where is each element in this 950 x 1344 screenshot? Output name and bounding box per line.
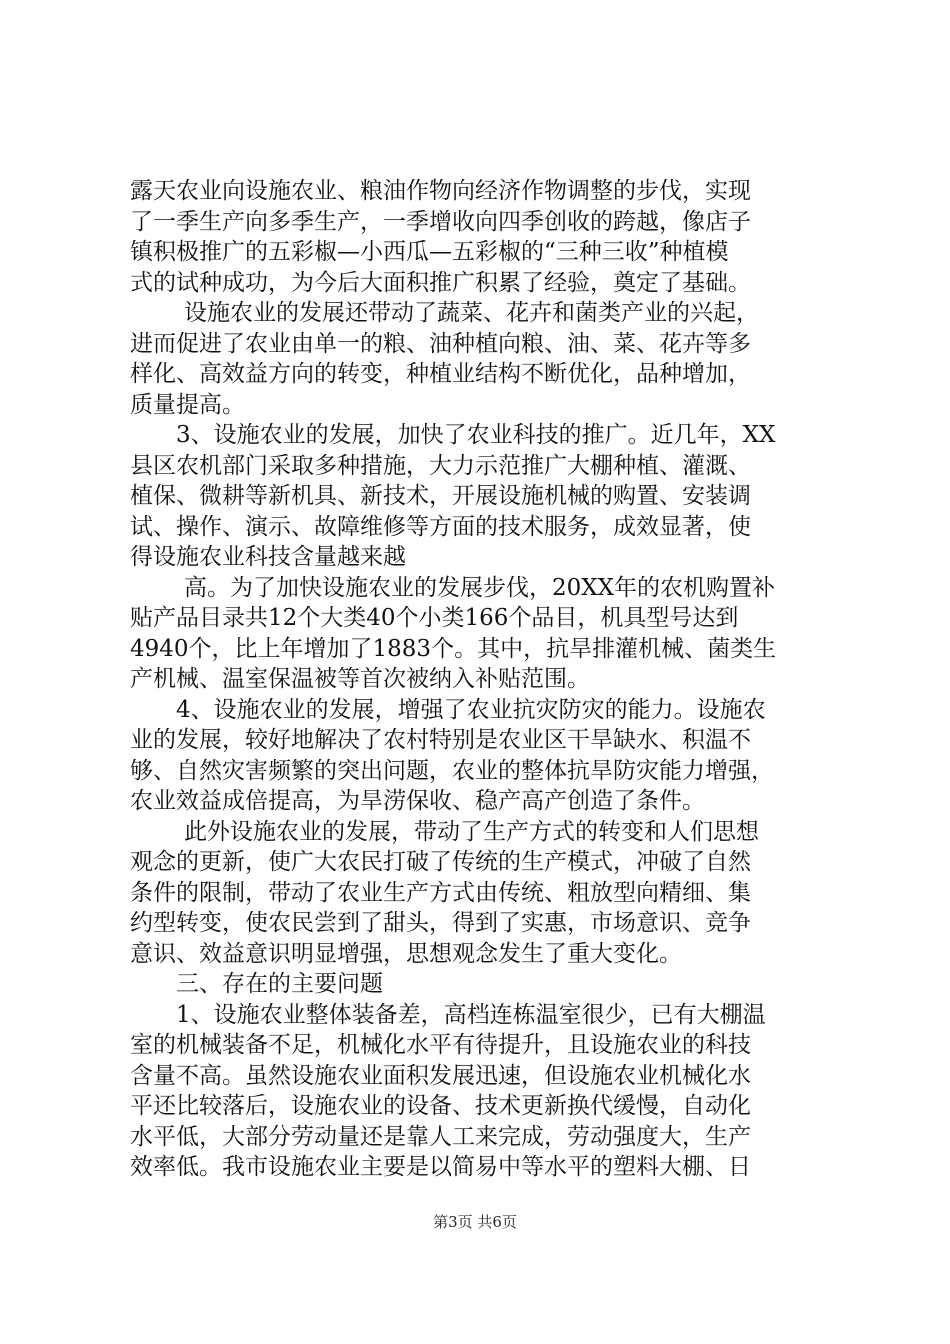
document-body — [130, 176, 830, 1183]
text-line: 约型转变，使农民尝到了甜头，得到了实惠，市场意识、竞争 — [130, 910, 751, 936]
paragraph-start-line: 1、设施农业整体装备差，高档连栋温室很少，已有大棚温 — [176, 1001, 766, 1028]
text-line: 露天农业向设施农业、粮油作物向经济作物调整的步伐，实现 — [130, 178, 751, 204]
text-line: 试、操作、演示、故障维修等方面的技术服务，成效显著，使 — [130, 513, 751, 540]
section-heading: 三、存在的主要问题 — [176, 971, 383, 997]
text-line: 意识、效益意识明显增强，思想观念发生了重大变化。 — [130, 940, 682, 967]
text-line: 条件的限制，带动了农业生产方式由传统、粗放型向精细、集 — [130, 879, 751, 906]
text-line: 业的发展，较好地解决了农村特别是农业区干旱缺水、积温不 — [130, 727, 751, 753]
text-line: 贴产品目录共12个大类40个小类166个品目，机具型号达到 — [130, 605, 739, 631]
text-line: 4940个，比上年增加了1883个。其中，抗旱排灌机械、菌类生 — [130, 635, 777, 662]
text-line: 植保、微耕等新机具、新技术，开展设施机械的购置、安装调 — [130, 483, 751, 509]
page-footer — [0, 1212, 950, 1232]
text-line: 质量提高。 — [130, 391, 245, 418]
paragraph-start-line: 设施农业的发展还带动了蔬菜、花卉和菌类产业的兴起， — [184, 300, 759, 326]
text-line: 得设施农业科技含量越来越 — [130, 544, 406, 570]
text-line: 样化、高效益方向的转变，种植业结构不断优化，品种增加， — [130, 361, 751, 387]
text-line: 含量不高。虽然设施农业面积发展迅速，但设施农业机械化水 — [130, 1062, 751, 1089]
text-line: 县区农机部门采取多种措施，大力示范推广大棚种植、灌溉、 — [130, 452, 751, 479]
paragraph-start-line: 4、设施农业的发展，增强了农业抗灾防灾的能力。设施农 — [176, 696, 766, 723]
text-line: 产机械、温室保温被等首次被纳入补贴范围。 — [130, 666, 590, 692]
paragraph-start-line: 此外设施农业的发展，带动了生产方式的转变和人们思想 — [184, 818, 759, 845]
paragraph-start-line: 高。为了加快设施农业的发展步伐，20XX年的农机购置补 — [184, 574, 776, 601]
text-line: 观念的更新，使广大农民打破了传统的生产模式，冲破了自然 — [130, 849, 751, 875]
text-line: 农业效益成倍提高，为旱涝保收、稳产高产创造了条件。 — [130, 788, 705, 814]
page-number-label: 第3页 共6页 — [433, 1213, 517, 1231]
text-line: 镇积极推广的五彩椒—小西瓜—五彩椒的“三种三收”种植模 — [130, 239, 729, 265]
text-line: 平还比较落后，设施农业的设备、技术更新换代缓慢，自动化 — [130, 1093, 751, 1119]
text-line: 够、自然灾害频繁的突出问题，农业的整体抗旱防灾能力增强， — [130, 757, 774, 784]
text-line: 水平低，大部分劳动量还是靠人工来完成，劳动强度大，生产 — [130, 1123, 751, 1150]
text-line: 进而促进了农业由单一的粮、油种植向粮、油、菜、花卉等多 — [130, 330, 751, 357]
text-line: 室的机械装备不足，机械化水平有待提升，且设施农业的科技 — [130, 1032, 751, 1058]
text-line: 效率低。我市设施农业主要是以简易中等水平的塑料大棚、日 — [130, 1154, 751, 1180]
text-line: 了一季生产向多季生产，一季增收向四季创收的跨越，像店子 — [130, 208, 751, 235]
paragraph-start-line: 3、设施农业的发展，加快了农业科技的推广。近几年，XX — [176, 422, 776, 448]
text-line: 式的试种成功，为今后大面积推广积累了经验，奠定了基础。 — [130, 269, 751, 296]
